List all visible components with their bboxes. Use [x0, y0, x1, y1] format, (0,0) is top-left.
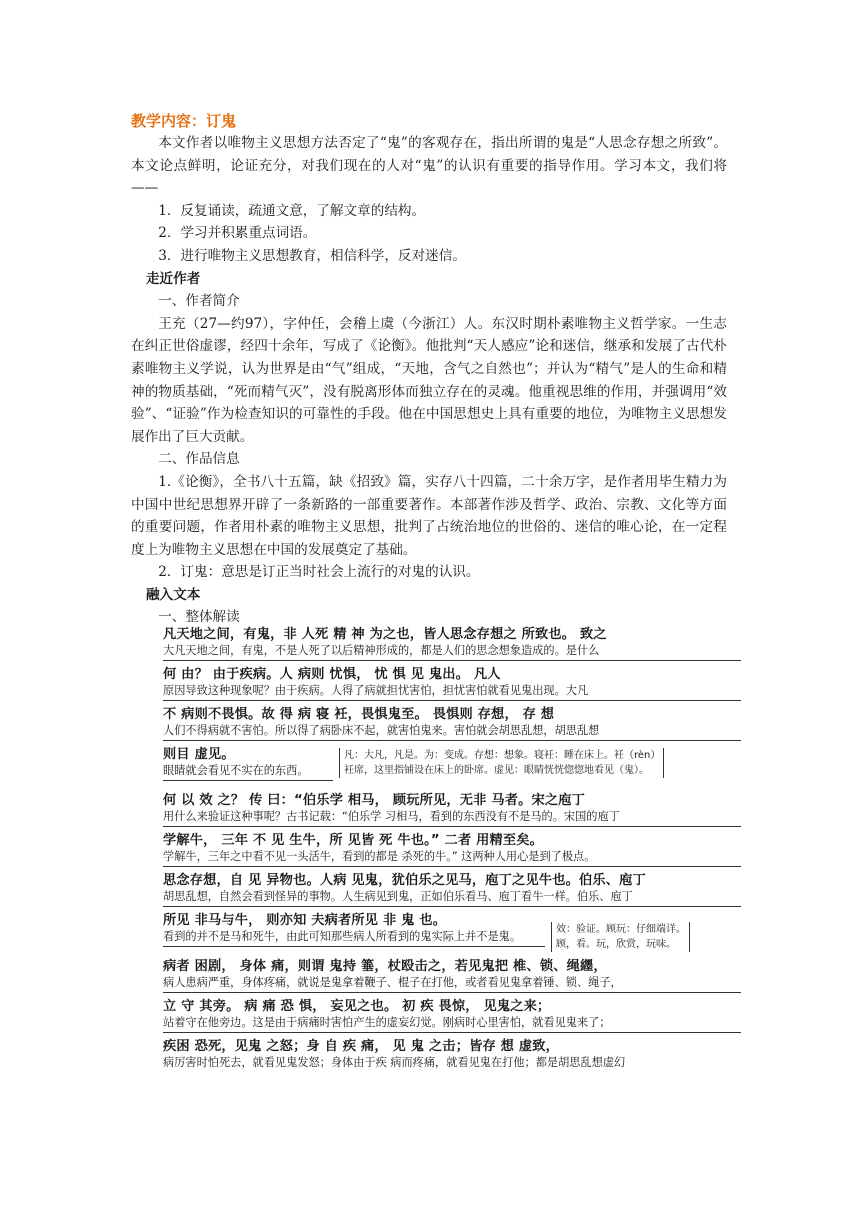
annotated-line: [163, 832, 741, 867]
annotation-note: [339, 748, 664, 778]
translation-text: 人们不得病就不害怕。所以得了病卧床不起，就害怕鬼来。害怕就会胡思乱想，胡思乱想: [163, 723, 741, 741]
annotated-line: [163, 666, 741, 701]
annotated-line: [163, 958, 741, 993]
goal-item: 3．进行唯物主义思想教育，相信科学，反对迷信。: [158, 247, 466, 264]
annotated-line: [163, 1038, 741, 1072]
subheading-author-intro: 一、作者简介: [158, 293, 240, 310]
original-text: 所见 非马与牛， 则亦知 夫病者所见 非 鬼 也。: [163, 913, 447, 928]
translation-text: 病厉害时怕死去，就看见鬼发怒；身体由于疾 病而疼痛，就看见鬼在打他；都是胡思乱想虚幻: [163, 1056, 626, 1069]
annotation-note: [551, 922, 690, 952]
note-line: 衽席，这里指铺设在床上的卧席。虚见：眼睛恍恍惚惚地看见（鬼）。: [344, 765, 649, 776]
goal-item: 2．学习并积累重点词语。: [158, 225, 317, 242]
original-text: 则目 虚见。: [163, 747, 235, 762]
original-text: 何 以 效 之？ 传 曰：“伯乐学 相马， 顾玩所见，无非 马者。宋之庖丁: [163, 793, 586, 808]
translation-text: 学解牛，三年之中看不见一头活牛，看到的都是 杀死的牛。” 这两种人用心是到了极点。: [163, 849, 741, 867]
page-title: 教学内容：订鬼: [131, 112, 237, 130]
translation-text: 看到的并不是马和死牛，由此可知那些病人所看到的鬼实际上并不是鬼。: [163, 929, 545, 947]
original-text: 何 由？ 由于疾病。人 病则 忧惧， 忧 惧 见 鬼出。 凡人: [163, 667, 501, 682]
section-heading-author: 走近作者: [145, 270, 201, 287]
original-text: 不 病则不畏惧。故 得 病 寝 衽，畏惧鬼至。 畏惧则 存想， 存 想: [163, 707, 555, 722]
translation-text: 病人患病严重，身体疼痛，就说是鬼拿着鞭子、棍子在打他，或者看见鬼拿着锤、锁、绳子，: [163, 975, 741, 993]
note-line: 效：验证。顾玩：仔细端详。: [556, 924, 686, 935]
original-text: 凡天地之间，有鬼，非 人死 精 神 为之也，皆人思念存想之 所致也。 致之: [163, 627, 607, 642]
original-text: 思念存想，自 见 异物也。人病 见鬼，犹伯乐之见马，庖丁之见牛也。伯乐、庖丁: [163, 873, 646, 888]
note-line: 凡：大凡，凡是。为：变成。存想：想象。寝衽：睡在床上。衽（rèn）: [344, 750, 661, 761]
intro-paragraph: 本文作者以唯物主义思想方法否定了“鬼”的客观存在，指出所谓的鬼是“人思念存想之所致”。本文论点鲜明，论证充分，对我们现在的人对“鬼”的认识有重要的指导作用。学习本文，我们将——: [131, 135, 727, 197]
document-body: [131, 104, 727, 629]
translation-text: 胡思乱想，自然会看到怪异的事物。人生病见到鬼，正如伯乐看马、庖丁看牛一样。伯乐、庖丁: [163, 889, 741, 907]
annotated-line: [163, 872, 741, 907]
subheading-work-info: 二、作品信息: [158, 451, 240, 468]
annotated-line: [163, 792, 741, 827]
original-text: 立 守 其旁。 病 痛 恐 惧， 妄见之也。 初 疾 畏惊， 见鬼之来；: [163, 999, 551, 1014]
annotated-line: [163, 706, 741, 741]
section-heading-text: 融入文本: [145, 586, 201, 603]
translation-text: 大凡天地之间，有鬼，不是人死了以后精神形成的，都是人们的思念想象造成的。是什么: [163, 643, 741, 661]
note-line: 顾，看。玩，欣赏，玩味。: [556, 939, 676, 950]
annotated-line: [163, 746, 741, 786]
work-info-paragraph-1: 1.《论衡》，全书八十五篇，缺《招致》篇，实存八十四篇，二十余万字，是作者用毕生精力为中国中世纪思想界开辟了一条新路的一部重要著作。本部著作涉及哲学、政治、宗教、文化等方面的重要问题，作者用朴素的唯物主义思想，批判了占统治地位的世俗的、迷信的唯心论，在一定程度上为唯物主义思想在中国的发展奠定了基础。: [131, 473, 727, 558]
annotated-line: [163, 626, 741, 661]
annotated-text-scan: [163, 626, 741, 1077]
translation-text: 眼睛就会看见不实在的东西。: [163, 763, 333, 781]
original-text: 学解牛， 三年 不 见 生牛，所 见皆 死 牛也。” 二者 用精至矣。: [163, 833, 544, 848]
original-text: 病者 困剧， 身体 痛，则谓 鬼持 箠，杖殴击之，若见鬼把 椎、锁、绳纆，: [163, 959, 607, 974]
translation-text: 用什么来验证这种事呢？古书记载：“伯乐学 习相马，看到的东西没有不是马的。宋国的庖丁: [163, 809, 741, 827]
annotated-line: [163, 998, 741, 1033]
original-text: 疾困 恐死，见鬼 之怒；身 自 疾 痛， 见 鬼 之击；皆存 想 虚致，: [163, 1039, 559, 1054]
work-info-paragraph-2: 2．订鬼：意思是订正当时社会上流行的对鬼的认识。: [158, 564, 480, 581]
subheading-overall-reading: 一、整体解读: [158, 609, 240, 626]
goal-item: 1．反复诵读，疏通文意，了解文章的结构。: [158, 202, 426, 219]
author-bio-paragraph: 王充（27—约97），字仲任，会稽上虞（今浙江）人。东汉时期朴素唯物主义哲学家。一生志在纠正世俗虚谬，经四十余年，写成了《论衡》。他批判“天人感应”论和迷信，继承和发展了古代朴素唯物主义学说，认为世界是由“气”组成，“天地，含气之自然也”；并认为“精气”是人的生命和精神的物质基础，“死而精气灭”，没有脱离形体而独立存在的灵魂。他重视思维的作用，并强调用“效验”、“证验”作为检查知识的可靠性的手段。他在中国思想史上具有重要的地位，为唯物主义思想发展作出了巨大贡献。: [131, 315, 727, 445]
annotated-line: [163, 912, 741, 952]
translation-text: 原因导致这种现象呢？由于疾病。人得了病就担忧害怕，担忧害怕就看见鬼出现。大凡: [163, 683, 741, 701]
translation-text: 站着守在他旁边。这是由于病痛时害怕产生的虚妄幻觉。刚病时心里害怕，就看见鬼来了；: [163, 1015, 741, 1033]
